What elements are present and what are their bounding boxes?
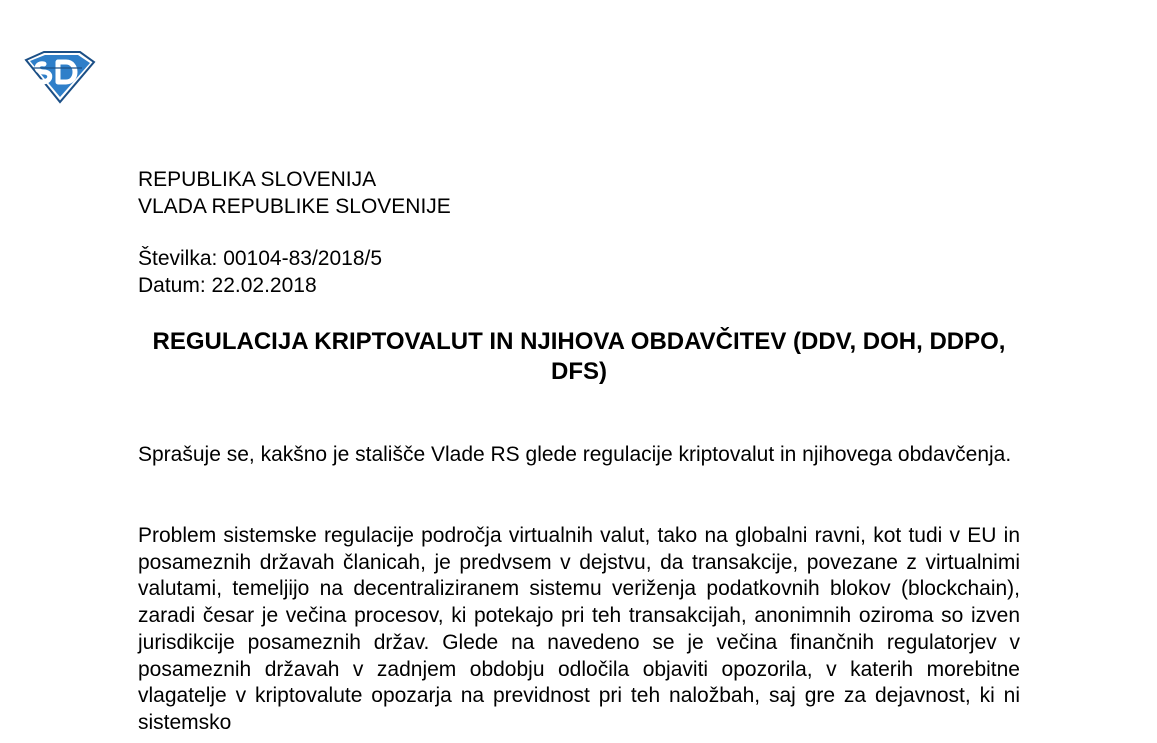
document-date: Datum: 22.02.2018: [138, 274, 317, 297]
document-number: Številka: 00104-83/2018/5: [138, 247, 383, 270]
document-header: [138, 166, 451, 220]
document-title: REGULACIJA KRIPTOVALUT IN NJIHOVA OBDAVČITEV (DDV, DOH, DDPO, DFS): [152, 328, 1006, 385]
header-republic: REPUBLIKA SLOVENIJA: [138, 168, 377, 191]
paragraph-answer: Problem sistemske regulacije področja virtualnih valut, tako na globalni ravni, kot tudi v EU in posameznih državah članicah, je predvsem v dejstvu, da transakcije, povezane z virtualnimi valutami, temeljijo na decentraliziranem sistemu veriženja podatkovnih blokov (blockchain), zaradi česar je večina procesov, ki potekajo pri teh transakcijah, anonimnih oziroma so izven jurisdikcije posameznih držav. Glede na navedeno se je večina finančnih regulatorjev v posameznih državah v zadnjem obdobju odločila objaviti opozorila, v katerih morebitne vlagatelje v kriptovalute opozarja na previdnost pri teh naložbah, saj gre za dejavnost, ki ni sistemsko: [138, 524, 1020, 734]
header-government: VLADA REPUBLIKE SLOVENIJE: [138, 195, 451, 218]
document-meta: [138, 245, 382, 299]
paragraph-question: Sprašuje se, kakšno je stališče Vlade RS glede regulacije kriptovalut in njihovega obdavčenja.: [138, 443, 1012, 466]
government-logo-icon: [22, 50, 96, 104]
